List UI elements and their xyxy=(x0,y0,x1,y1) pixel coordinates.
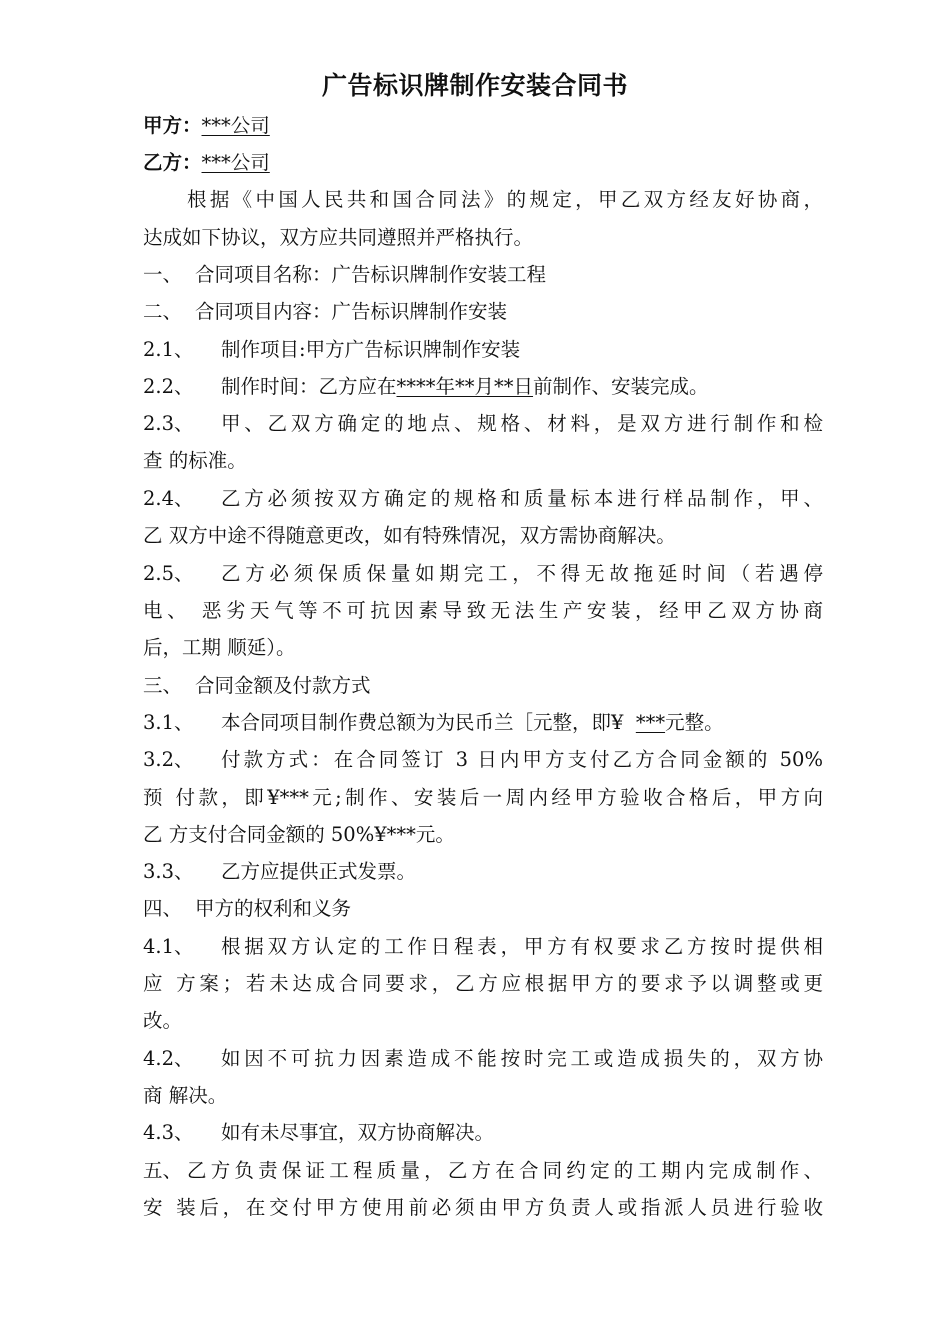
section-4 xyxy=(143,895,823,923)
clause-4-1-num: 4.1、 xyxy=(143,935,194,958)
clause-2-3-line-1 xyxy=(221,410,823,438)
party-a-label: 甲方： xyxy=(143,114,202,137)
section-2 xyxy=(143,298,823,326)
clause-3-3 xyxy=(143,858,823,886)
intro-line-1: 根据《中国人民共和国合同法》的规定，甲乙双方经友好协商， xyxy=(187,188,823,211)
clause-4-1-line-3: 改。 xyxy=(143,1009,183,1032)
clause-3-2-line-1: 付款方式：在合同签订 3 日内甲方支付乙方合同金额的 50% xyxy=(221,748,823,771)
clause-4-3-num: 4.3、 xyxy=(143,1121,194,1144)
section-5-line-1: 乙方负责保证工程质量，乙方在合同约定的工期内完成制作、 xyxy=(187,1159,823,1182)
clause-3-1 xyxy=(143,709,823,737)
section-5-num: 五、 xyxy=(143,1159,183,1182)
clause-3-2-num: 3.2、 xyxy=(143,748,194,771)
clause-4-2-line-1: 如因不可抗力因素造成不能按时完工或造成损失的，双方协 xyxy=(221,1047,823,1070)
clause-2-2-pre: 制作时间：乙方应在 xyxy=(221,375,397,398)
section-4-num: 四、 xyxy=(143,897,183,920)
clause-2-5-line-1: 乙方必须保质保量如期完工，不得无故拖延时间（若遇停 xyxy=(221,562,823,585)
clause-2-2-post: 前制作、安装完成。 xyxy=(533,375,709,398)
clause-4-3-text: 如有未尽事宜，双方协商解决。 xyxy=(221,1121,495,1144)
clause-4-3 xyxy=(143,1119,823,1147)
clause-2-5-line-3: 后，工期 顺延）。 xyxy=(143,636,296,659)
section-2-num: 二、 xyxy=(143,300,183,323)
section-2-text: 合同项目内容：广告标识牌制作安装 xyxy=(195,300,508,323)
clause-2-5-line-2: 电、 恶劣天气等不可抗因素导致无法生产安装，经甲乙双方协商 xyxy=(143,599,823,622)
clause-2-1-num: 2.1、 xyxy=(143,338,194,361)
section-3-num: 三、 xyxy=(143,674,183,697)
clause-4-2-line-2: 商 解决。 xyxy=(143,1084,228,1107)
clause-3-1-post: 元整。 xyxy=(665,711,724,734)
clause-3-3-num: 3.3、 xyxy=(143,860,194,883)
clause-2-3-text-1: 甲、乙双方确定的地点、规格、材料，是双方进行制作和检 xyxy=(221,412,823,435)
section-1-num: 一、 xyxy=(143,263,183,286)
clause-3-2-line-2: 预 付款，即¥***元;制作、安装后一周内经甲方验收合格后，甲方向 xyxy=(143,786,823,809)
clause-4-1-line-1: 根据双方认定的工作日程表，甲方有权要求乙方按时提供相 xyxy=(221,935,823,958)
clause-2-5-num: 2.5、 xyxy=(143,562,194,585)
party-a-value: ***公司 xyxy=(201,114,270,137)
section-3-text: 合同金额及付款方式 xyxy=(195,674,371,697)
clause-2-1 xyxy=(143,336,823,364)
clause-2-2 xyxy=(143,373,823,401)
clause-4-1-line-2: 应 方案；若未达成合同要求，乙方应根据甲方的要求予以调整或更 xyxy=(143,972,823,995)
clause-3-3-text: 乙方应提供正式发票。 xyxy=(221,860,417,883)
party-a-line xyxy=(143,112,823,140)
clause-2-1-text: 制作项目:甲方广告标识牌制作安装 xyxy=(221,338,521,361)
clause-2-2-date: ****年**月**日 xyxy=(396,375,534,398)
clause-3-1-num: 3.1、 xyxy=(143,711,194,734)
clause-3-1-amount: *** xyxy=(635,711,666,734)
clause-3-1-pre: 本合同项目制作费总额为为民币兰［元整，即¥ xyxy=(221,711,636,734)
clause-2-4-line-1: 乙方必须按双方确定的规格和质量标本进行样品制作，甲、 xyxy=(221,487,823,510)
section-1 xyxy=(143,261,823,289)
party-b-line xyxy=(143,149,823,177)
section-4-text: 甲方的权利和义务 xyxy=(195,897,352,920)
section-1-text: 合同项目名称：广告标识牌制作安装工程 xyxy=(195,263,547,286)
clause-2-4-num: 2.4、 xyxy=(143,487,194,510)
section-5-line-2: 安 装后，在交付甲方使用前必须由甲方负责人或指派人员进行验收 xyxy=(143,1196,823,1219)
clause-2-3-line-2: 查 的标准。 xyxy=(143,449,247,472)
clause-2-3-num: 2.3、 xyxy=(143,412,194,435)
intro-line-2: 达成如下协议，双方应共同遵照并严格执行。 xyxy=(143,226,534,249)
clause-3-2-line-3: 乙 方支付合同金额的 50%¥***元。 xyxy=(143,823,455,846)
page-title: 广告标识牌制作安装合同书 xyxy=(321,71,628,100)
party-b-label: 乙方： xyxy=(143,151,202,174)
clause-4-2-num: 4.2、 xyxy=(143,1047,194,1070)
clause-2-2-num: 2.2、 xyxy=(143,375,194,398)
clause-2-4-line-2: 乙 双方中途不得随意更改，如有特殊情况，双方需协商解决。 xyxy=(143,524,676,547)
party-b-value: ***公司 xyxy=(201,151,270,174)
section-3 xyxy=(143,672,823,700)
